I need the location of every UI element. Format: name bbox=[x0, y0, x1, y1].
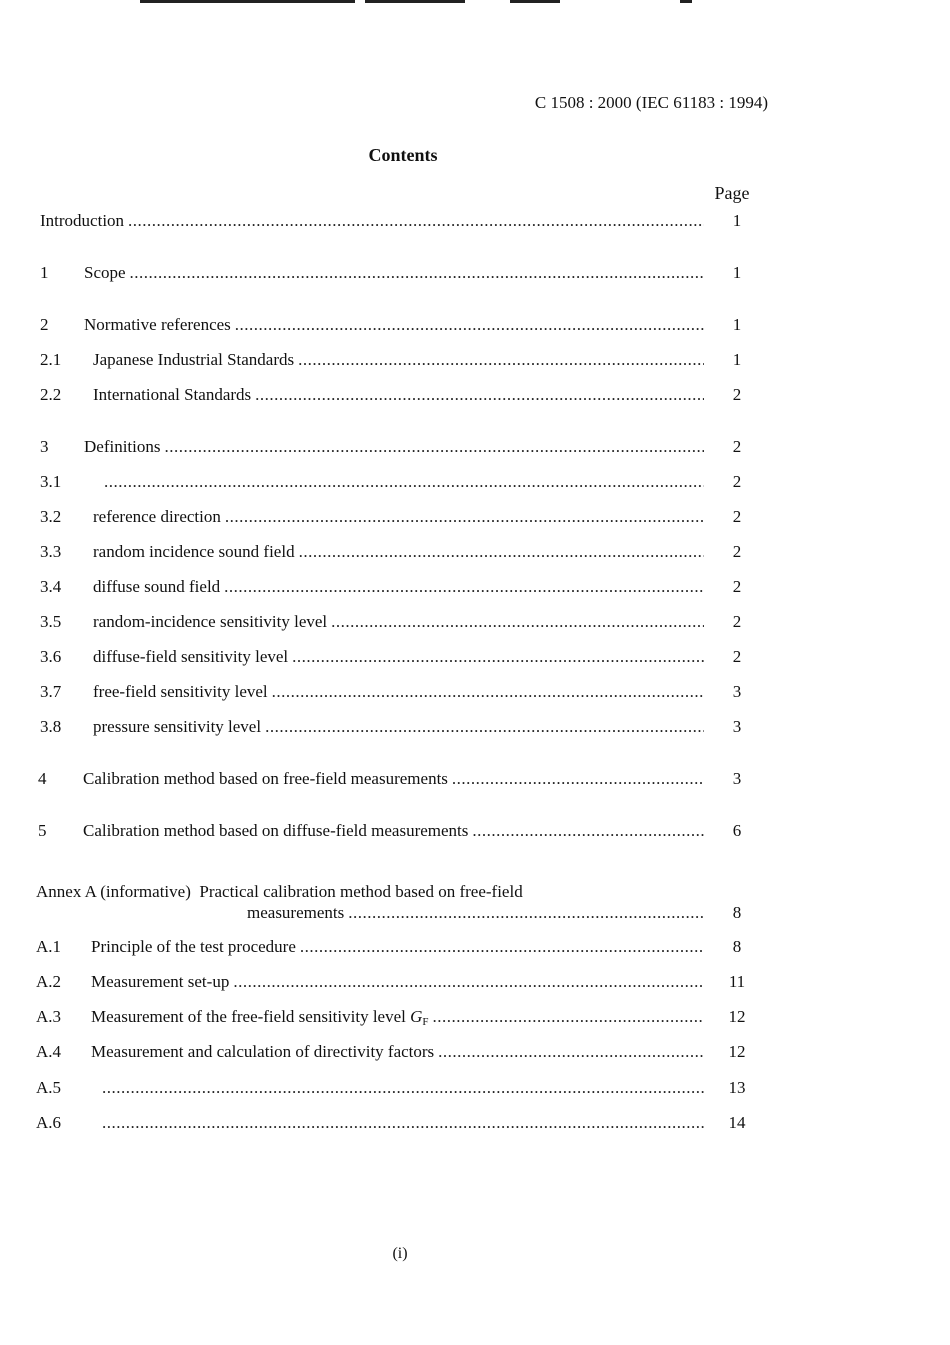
toc-entry[interactable]: A.4 Measurement and calculation of directivity factors ..... 12 bbox=[0, 1042, 950, 1066]
page-column-label: Page bbox=[714, 183, 750, 203]
toc-entry[interactable]: A.5 ..... 13 bbox=[0, 1078, 950, 1102]
toc-entry[interactable]: 2.2 International Standards ..... 2 bbox=[0, 385, 950, 409]
toc-entry[interactable]: 3.8 pressure sensitivity level ..... 3 bbox=[0, 717, 950, 741]
toc-entry[interactable]: 3.5 random-incidence sensitivity level ..... 2 bbox=[0, 612, 950, 636]
toc-entry[interactable]: 4 Calibration method based on free-field measurements ..... 3 bbox=[0, 769, 950, 793]
toc-entry[interactable]: 1 Scope ..... 1 bbox=[0, 263, 950, 287]
scan-artifact bbox=[680, 0, 692, 3]
toc-entry[interactable]: 2.1 Japanese Industrial Standards ..... 1 bbox=[0, 350, 950, 374]
annex-title: Practical calibration method based on free-field bbox=[199, 882, 523, 901]
toc-entry[interactable]: A.2 Measurement set-up ..... 11 bbox=[0, 972, 950, 996]
annex-label: Annex A (informative) bbox=[36, 882, 191, 901]
toc-entry[interactable]: Introduction ..... 1 bbox=[0, 211, 950, 235]
page-title: Contents bbox=[368, 145, 438, 165]
toc-entry[interactable]: 5 Calibration method based on diffuse-field measurements ..... 6 bbox=[0, 821, 950, 845]
toc-entry[interactable]: 3.2 reference direction ..... 2 bbox=[0, 507, 950, 531]
page-number: (i) bbox=[392, 1245, 408, 1262]
scan-artifact bbox=[510, 0, 560, 3]
scan-artifact bbox=[140, 0, 355, 3]
toc-entry[interactable]: 3.1 ..... 2 bbox=[0, 472, 950, 496]
toc-entry[interactable]: 3.4 diffuse sound field ..... 2 bbox=[0, 577, 950, 601]
scan-artifact bbox=[365, 0, 465, 3]
toc-entry[interactable]: A.1 Principle of the test procedure ..... 8 bbox=[0, 937, 950, 961]
toc-entry[interactable]: A.3 Measurement of the free-field sensitivity level $G_F$ ..... 12 bbox=[0, 1007, 950, 1031]
toc-entry[interactable]: 2 Normative references ..... 1 bbox=[0, 315, 950, 339]
toc-entry[interactable]: 3.7 free-field sensitivity level ..... 3 bbox=[0, 682, 950, 706]
toc-entry[interactable]: A.6 ..... 14 bbox=[0, 1113, 950, 1137]
toc-entry[interactable]: measurements ..... 8 bbox=[0, 903, 950, 927]
toc-entry[interactable]: 3.6 diffuse-field sensitivity level ..... 2 bbox=[0, 647, 950, 671]
document-id: C 1508 : 2000 (IEC 61183 : 1994) bbox=[534, 93, 768, 112]
toc-entry[interactable]: 3 Definitions ..... 2 bbox=[0, 437, 950, 461]
toc-entry[interactable]: 3.3 random incidence sound field ..... 2 bbox=[0, 542, 950, 566]
annex-heading bbox=[36, 882, 523, 902]
